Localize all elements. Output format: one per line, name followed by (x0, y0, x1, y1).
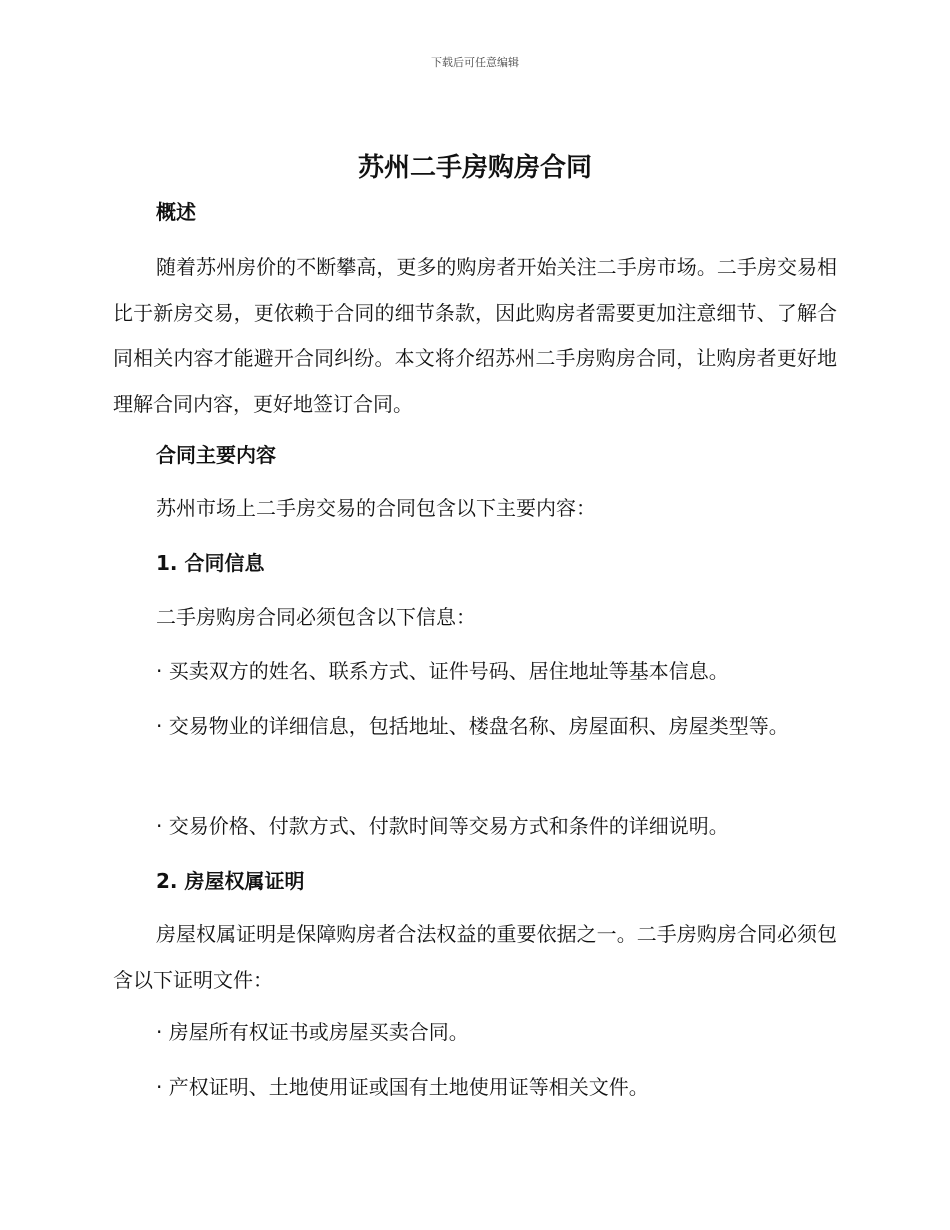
main-content-intro: 苏州市场上二手房交易的合同包含以下主要内容： (156, 496, 596, 520)
page-header-watermark: 下载后可任意编辑 (431, 56, 519, 69)
list-item: · 产权证明、土地使用证或国有土地使用证等相关文件。 (156, 1075, 649, 1099)
section-heading-ownership-proof: 2. 房屋权属证明 (156, 869, 305, 893)
ownership-proof-intro: 房屋权属证明是保障购房者合法权益的重要依据之一。二手房购房合同必须包含以下证明文件： (113, 922, 837, 992)
list-item: · 交易物业的详细信息，包括地址、楼盘名称、房屋面积、房屋类型等。 (156, 714, 789, 738)
overview-paragraph: 随着苏州房价的不断攀高，更多的购房者开始关注二手房市场。二手房交易相比于新房交易，更依赖于合同的细节条款，因此购房者需要更加注意细节、了解合同相关内容才能避开合同纠纷。本文将介绍苏州二手房购房合同，让购房者更好地理解合同内容，更好地签订合同。 (113, 255, 837, 416)
section-heading-overview: 概述 (156, 200, 196, 224)
list-item: · 交易价格、付款方式、付款时间等交易方式和条件的详细说明。 (156, 814, 729, 838)
section-heading-main-content: 合同主要内容 (156, 443, 276, 467)
contract-info-intro: 二手房购房合同必须包含以下信息： (156, 605, 476, 629)
list-item: · 买卖双方的姓名、联系方式、证件号码、居住地址等基本信息。 (156, 659, 729, 683)
list-item: · 房屋所有权证书或房屋买卖合同。 (156, 1020, 469, 1044)
document-title: 苏州二手房购房合同 (357, 153, 592, 183)
section-heading-contract-info: 1. 合同信息 (156, 551, 265, 575)
